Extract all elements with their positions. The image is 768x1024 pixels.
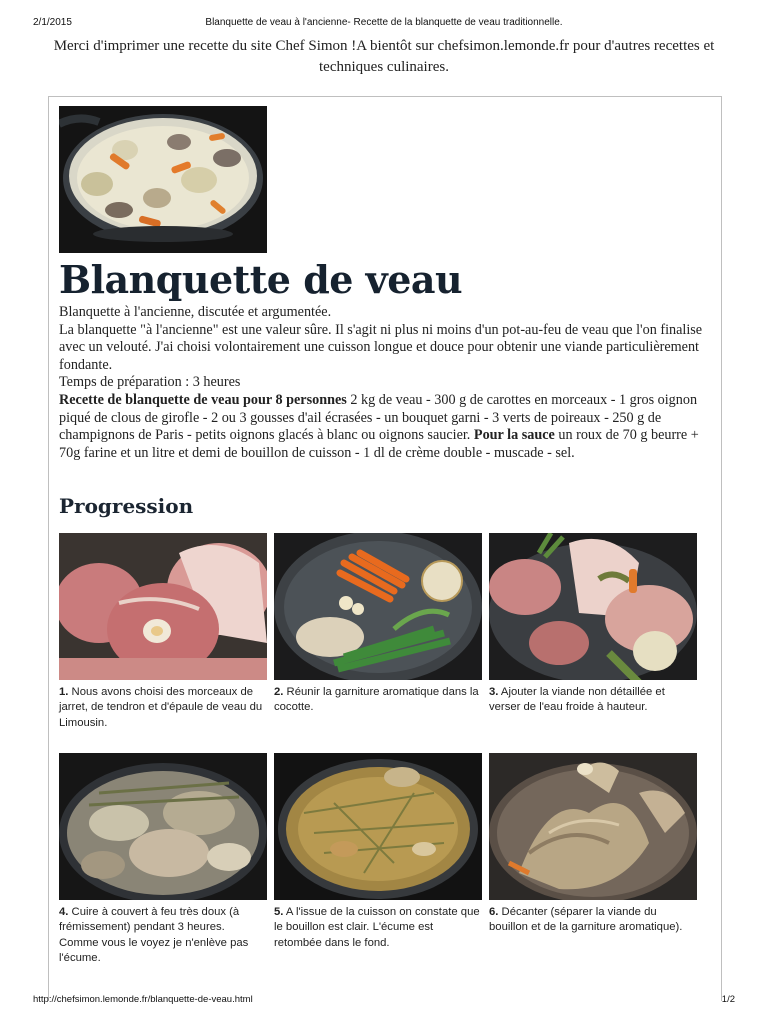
page-number: 1/2 bbox=[721, 994, 735, 1005]
print-date: 2/1/2015 bbox=[33, 17, 72, 28]
step-6-caption: 6. Décanter (séparer la viande du bouillon et de la garniture aromatique). bbox=[489, 906, 683, 934]
footer-url[interactable]: http://chefsimon.lemonde.fr/blanquette-de-veau.html bbox=[33, 994, 253, 1005]
step-4-caption: 4. Cuire à couvert à feu très doux (à frémissement) pendant 3 heures. Comme vous le voyez je n'enlève pas l'écume. bbox=[59, 906, 249, 964]
document-title: Blanquette de veau à l'ancienne- Recette de la blanquette de veau traditionnelle. bbox=[205, 17, 563, 28]
print-notice: Merci d'imprimer une recette du site Chef Simon !A bientôt sur chefsimon.lemonde.fr pour d'autres recettes et techniques culinaires. bbox=[53, 38, 715, 75]
step-3 bbox=[489, 533, 697, 716]
step-4-photo bbox=[59, 753, 267, 900]
step-1-caption: 1. Nous avons choisi des morceaux de jarret, de tendron et d'épaule de veau du Limousin. bbox=[59, 686, 263, 729]
step-4 bbox=[59, 753, 267, 966]
sauce-ingredients: un roux de 70 g beurre + 70g farine et un litre et demi de bouillon de cuisson - 1 dl de crème double - muscade - sel. bbox=[59, 427, 699, 461]
step-3-caption: 3. Ajouter la viande non détaillée et verser de l'eau froide à hauteur. bbox=[489, 686, 665, 714]
step-2 bbox=[274, 533, 482, 716]
step-1 bbox=[59, 533, 267, 731]
recipe-card bbox=[48, 96, 722, 1001]
hero-photo-blanquette bbox=[59, 106, 267, 253]
step-6-photo bbox=[489, 753, 697, 900]
recipe-intro bbox=[59, 304, 709, 462]
step-5-caption: 5. A l'issue de la cuisson on constate que le bouillon est clair. L'écume est retombée dans le fond. bbox=[274, 906, 480, 949]
ingredients-paragraph bbox=[59, 392, 709, 462]
progression-heading: Progression bbox=[59, 494, 194, 518]
step-5 bbox=[274, 753, 482, 951]
recipe-description: La blanquette "à l'ancienne" est une valeur sûre. Il s'agit ni plus ni moins d'un pot-au-feu de veau que l'on finalise avec un velouté. J'ai choisi volontairement une cuisson longue et douce pour obtenir une viande particulièrement fondante. bbox=[59, 321, 703, 373]
step-2-caption: 2. Réunir la garniture aromatique dans la cocotte. bbox=[274, 686, 479, 714]
sauce-heading: Pour la sauce bbox=[473, 427, 555, 444]
ingredients-list: 2 kg de veau - 300 g de carottes en morceaux - 1 gros oignon piqué de clous de girofle - 2 ou 3 gousses d'ail écrasées - un bouquet garni - 3 verts de poireaux - 250 g de champignons de Paris - petits oignons glacés à blanc ou oignons saucier. bbox=[59, 391, 698, 444]
step-5-photo bbox=[274, 753, 482, 900]
recipe-title: Blanquette de veau bbox=[59, 257, 463, 302]
step-2-photo bbox=[274, 533, 482, 680]
recipe-subtitle: Blanquette à l'ancienne, discutée et argumentée. bbox=[59, 304, 332, 320]
step-6 bbox=[489, 753, 697, 936]
step-3-photo bbox=[489, 533, 697, 680]
ingredients-heading: Recette de blanquette de veau pour 8 personnes bbox=[59, 391, 347, 408]
step-1-photo bbox=[59, 533, 267, 680]
prep-time: Temps de préparation : 3 heures bbox=[59, 374, 241, 391]
